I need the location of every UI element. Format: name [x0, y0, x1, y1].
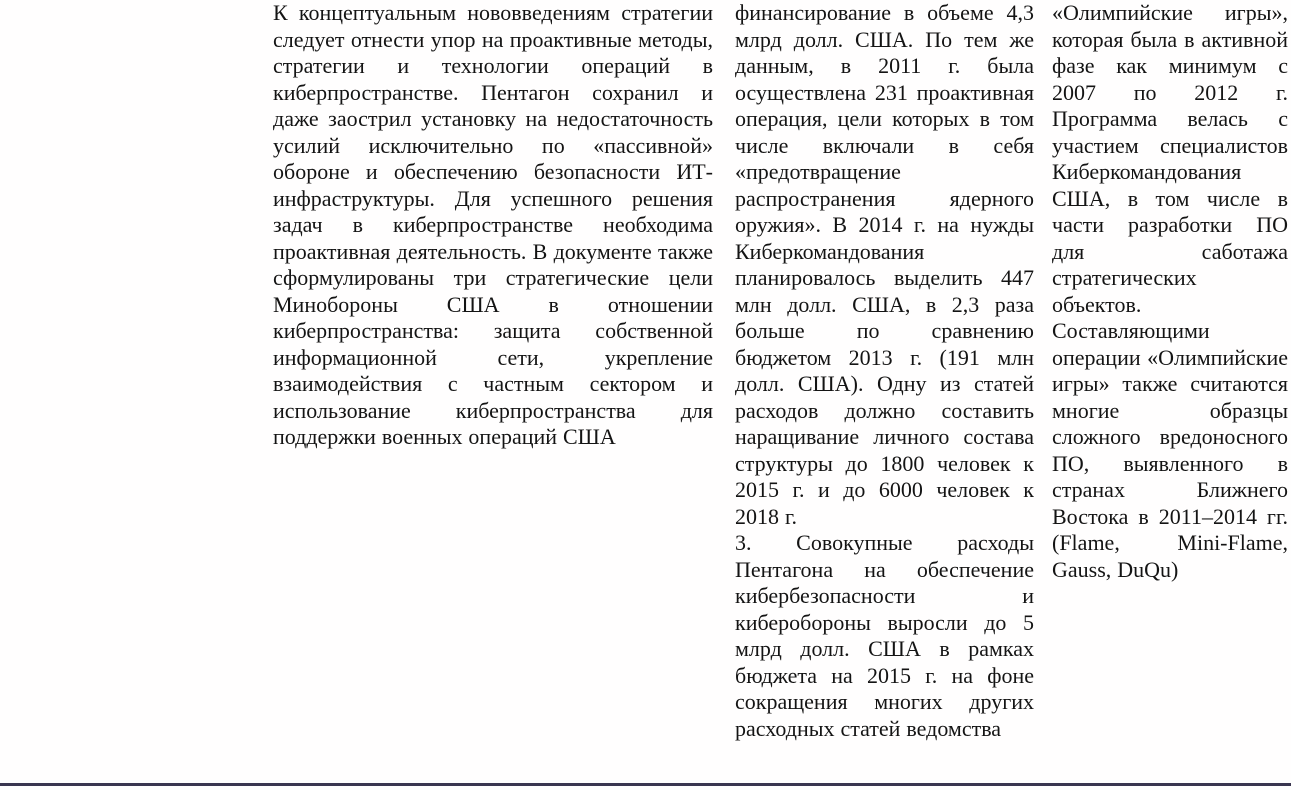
paragraph: финансирование в объеме 4,3 млрд долл. США. По тем же данным, в 2011 г. была осуществлена 231 проактивная операция, цели которых в том числе включали в себя «предотвращение распространения ядерного оружия». В 2014 г. на нужды Киберкомандования планировалось выделить 447 млн долл. США, в 2,3 раза больше по сравнению бюджетом 2013 г. (191 млн долл. США). Одну из статей расходов должно составить наращивание личного состава структуры до 1800 человек к 2015 г. и до 6000 человек к 2018 г. [735, 0, 1034, 529]
paragraph: 3. Совокупные расходы Пентагона на обеспечение кибербезопасности и киберобороны выросли до 5 млрд долл. США в рамках бюджета на 2015 г. на фоне сокращения многих других расходных статей ведомства [735, 530, 1034, 741]
paragraph: «Олимпийские игры», которая была в активной фазе как минимум с 2007 по 2012 г. Программа велась с участием специалистов Киберкомандования США, в том числе в части разработки ПО для саботажа стратегических объектов. Составляющими операции «Олимпийские игры» также считаются многие образцы сложного вредоносного ПО, выявленного в странах Ближнего Востока в 2011–2014 гг. (Flame, Mini-Flame, Gauss, DuQu) [1052, 0, 1288, 582]
table-cell-strategy-text [273, 0, 713, 451]
table-cell-olympic-games-text [1052, 0, 1288, 583]
bottom-border-line [0, 783, 1291, 786]
paragraph: К концептуальным нововведениям стратегии следует отнести упор на проактивные методы, стратегии и технологии операций в киберпространстве. Пентагон сохранил и даже заострил установку на недостаточность усилий исключительно по «пассивной» обороне и обеспечению безопасности ИТ-инфраструктуры. Для успешного решения задач в киберпространстве необходима проактивная деятельность. В документе также сформулированы три стратегические цели Минобороны США в отношении киберпространства: защита собственной информационной сети, укрепление взаимодействия с частным сектором и использование киберпространства для поддержки военных операций США [273, 0, 713, 449]
table-cell-funding-text [735, 0, 1034, 742]
